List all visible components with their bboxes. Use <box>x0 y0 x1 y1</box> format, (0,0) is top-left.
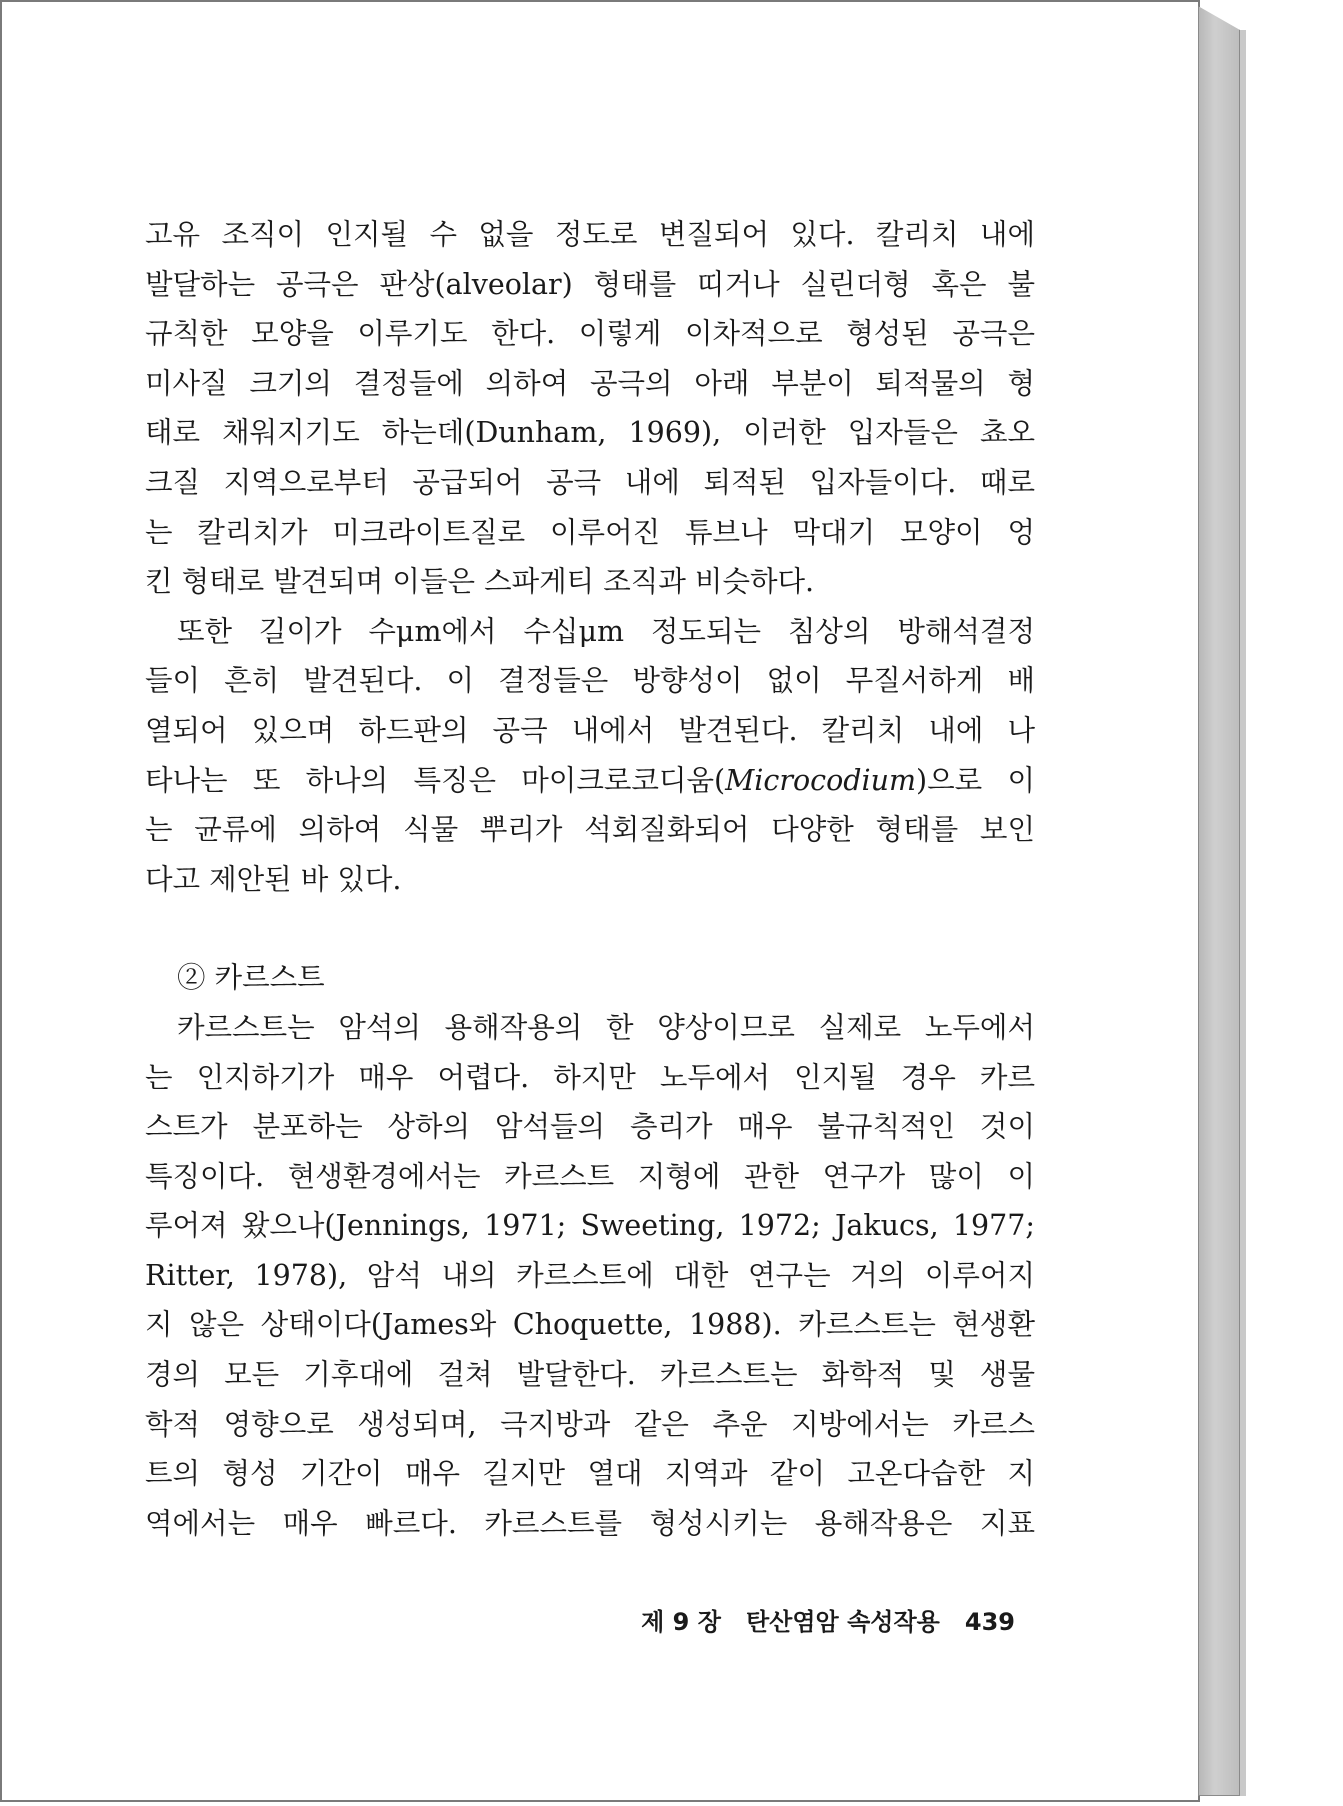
text-line: 카르스트는 암석의 용해작용의 한 양상이므로 실제로 노두에서 <box>177 1010 1035 1044</box>
chapter-title: 탄산염암 속성작용 <box>745 1608 940 1636</box>
text-line: 발달하는 공극은 판상(alveolar) 형태를 띠거나 실린더형 혹은 불 <box>145 267 1035 301</box>
text-line: 루어져 왔으나(Jennings, 1971; Sweeting, 1972; Jakucs, 1977; <box>145 1209 1035 1243</box>
paragraph-calcite-crystals <box>145 607 1035 905</box>
text-line: 역에서는 매우 빠르다. 카르스트를 형성시키는 용해작용은 지표 <box>145 1506 1035 1540</box>
page-number: 439 <box>964 1608 1015 1636</box>
text-line: 규칙한 모양을 이루기도 한다. 이렇게 이차적으로 형성된 공극은 <box>145 317 1035 351</box>
chapter-label: 제 9 장 <box>641 1608 721 1636</box>
paragraph-caliche-pores <box>145 210 1035 607</box>
text-segment: )으로 이 <box>916 763 1035 797</box>
text-line: 또한 길이가 수μm에서 수십μm 정도되는 침상의 방해석결정 <box>177 614 1035 648</box>
section-heading-karst: ② 카르스트 <box>177 961 325 995</box>
text-line: 들이 흔히 발견된다. 이 결정들은 방향성이 없이 무질서하게 배 <box>145 664 1035 698</box>
text-line: 미사질 크기의 결정들에 의하여 공극의 아래 부분이 퇴적물의 형 <box>145 366 1035 400</box>
text-line: 킨 형태로 발견되며 이들은 스파게티 조직과 비슷하다. <box>145 565 815 599</box>
text-line: Ritter, 1978), 암석 내의 카르스트에 대한 연구는 거의 이루어지 <box>145 1258 1035 1292</box>
italic-term-microcodium: Microcodium <box>725 763 917 797</box>
text-line: 태로 채워지기도 하는데(Dunham, 1969), 이러한 입자들은 쵸오 <box>145 416 1035 450</box>
text-segment: 타나는 또 하나의 특징은 마이크로코디움( <box>145 763 726 797</box>
text-line: 학적 영향으로 생성되며, 극지방과 같은 추운 지방에서는 카르스 <box>145 1407 1035 1441</box>
page-edge <box>1198 6 1240 1796</box>
text-line: 는 인지하기가 매우 어렵다. 하지만 노두에서 인지될 경우 카르 <box>145 1060 1035 1094</box>
text-line: 지 않은 상태이다(James와 Choquette, 1988). 카르스트는 현생환 <box>145 1308 1035 1342</box>
body-text <box>145 210 1035 1548</box>
text-line <box>145 756 1035 806</box>
text-line: 열되어 있으며 하드판의 공극 내에서 발견된다. 칼리치 내에 나 <box>145 713 1035 747</box>
text-line: 는 칼리치가 미크라이트질로 이루어진 튜브나 막대기 모양이 엉 <box>145 515 1035 549</box>
text-line: 트의 형성 기간이 매우 길지만 열대 지역과 같이 고온다습한 지 <box>145 1457 1035 1491</box>
text-line: 특징이다. 현생환경에서는 카르스트 지형에 관한 연구가 많이 이 <box>145 1159 1035 1193</box>
page-footer <box>622 1602 1015 1637</box>
text-line: 고유 조직이 인지될 수 없을 정도로 변질되어 있다. 칼리치 내에 <box>145 218 1035 251</box>
text-line: 다고 제안된 바 있다. <box>145 862 402 896</box>
text-line: 크질 지역으로부터 공급되어 공극 내에 퇴적된 입자들이다. 때로 <box>145 465 1035 499</box>
page-edge-shadow <box>1240 30 1246 1796</box>
paragraph-karst <box>145 1003 1035 1549</box>
text-line: 는 균류에 의하여 식물 뿌리가 석회질화되어 다양한 형태를 보인 <box>145 813 1035 847</box>
text-line: 경의 모든 기후대에 걸쳐 발달한다. 카르스트는 화학적 및 생물 <box>145 1358 1035 1392</box>
text-line: 스트가 분포하는 상하의 암석들의 층리가 매우 불규칙적인 것이 <box>145 1110 1035 1144</box>
